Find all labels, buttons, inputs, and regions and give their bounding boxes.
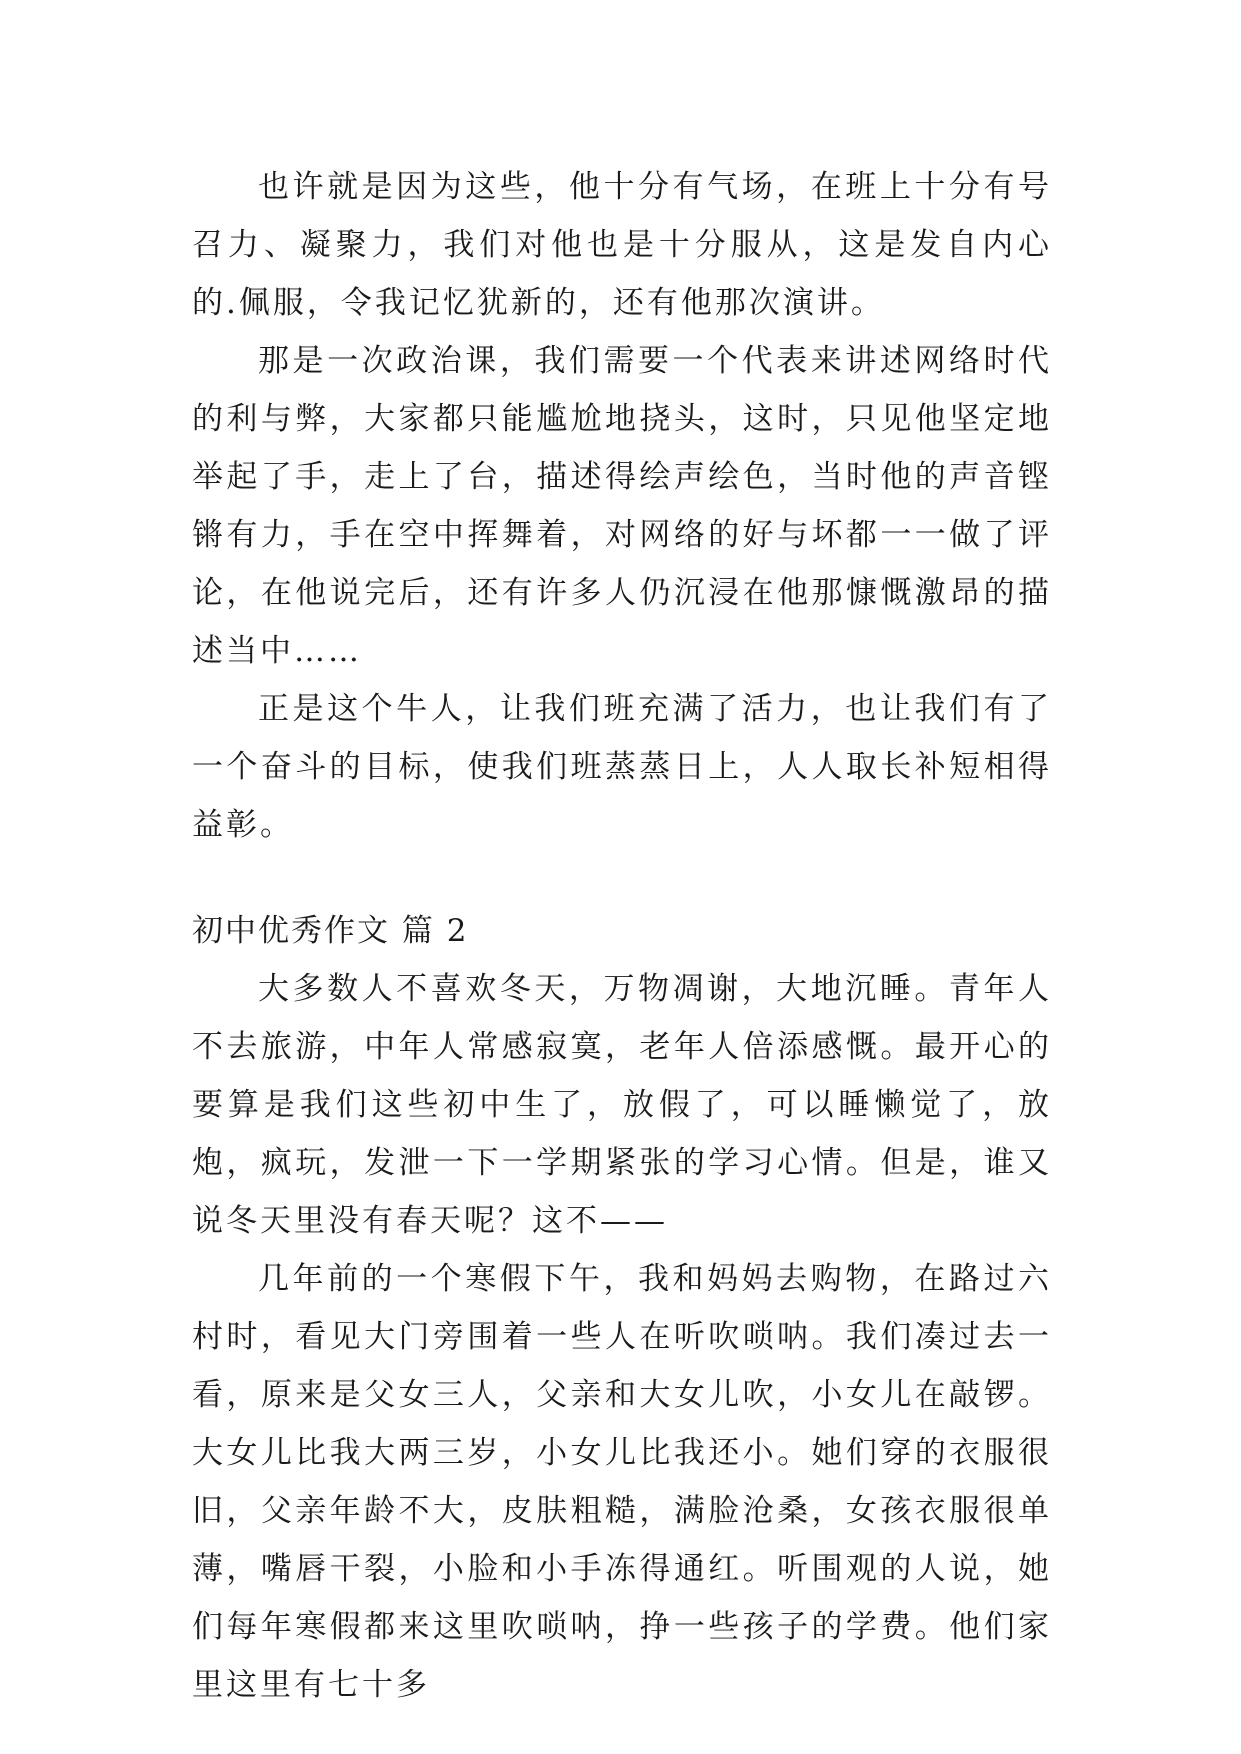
paragraph: 那是一次政治课，我们需要一个代表来讲述网络时代的利与弊，大家都只能尴尬地挠头，这时，只见他坚定地举起了手，走上了台，描述得绘声绘色，当时他的声音铿锵有力，手在空中挥舞着，对网络的好与坏都一一做了评论，在他说完后，还有许多人仍沉浸在他那慷慨激昂的描述当中…… (192, 343, 1052, 669)
paragraph: 几年前的一个寒假下午，我和妈妈去购物，在路过六村时，看见大门旁围着一些人在听吹唢呐。我们凑过去一看，原来是父女三人，父亲和大女儿吹，小女儿在敲锣。大女儿比我大两三岁，小女儿比我还小。她们穿的衣服很旧，父亲年龄不大，皮肤粗糙，满脸沧桑，女孩衣服很单薄，嘴唇干裂，小脸和小手冻得通红。听围观的人说，她们每年寒假都来这里吹唢呐，挣一些孩子的学费。他们家里这里有七十多 (192, 1261, 1052, 1703)
document-body (192, 158, 1052, 1714)
paragraph: 正是这个牛人，让我们班充满了活力，也让我们有了一个奋斗的目标，使我们班蒸蒸日上，人人取长补短相得益彰。 (192, 691, 1052, 843)
paragraph: 大多数人不喜欢冬天，万物凋谢，大地沉睡。青年人不去旅游，中年人常感寂寞，老年人倍添感慨。最开心的要算是我们这些初中生了，放假了，可以睡懒觉了，放炮，疯玩，发泄一下一学期紧张的学习心情。但是，谁又说冬天里没有春天呢？这不—— (192, 971, 1052, 1239)
paragraph: 也许就是因为这些，他十分有气场，在班上十分有号召力、凝聚力，我们对他也是十分服从，这是发自内心的.佩服，令我记忆犹新的，还有他那次演讲。 (192, 169, 1052, 321)
section-title: 初中优秀作文 篇 2 (192, 913, 469, 949)
